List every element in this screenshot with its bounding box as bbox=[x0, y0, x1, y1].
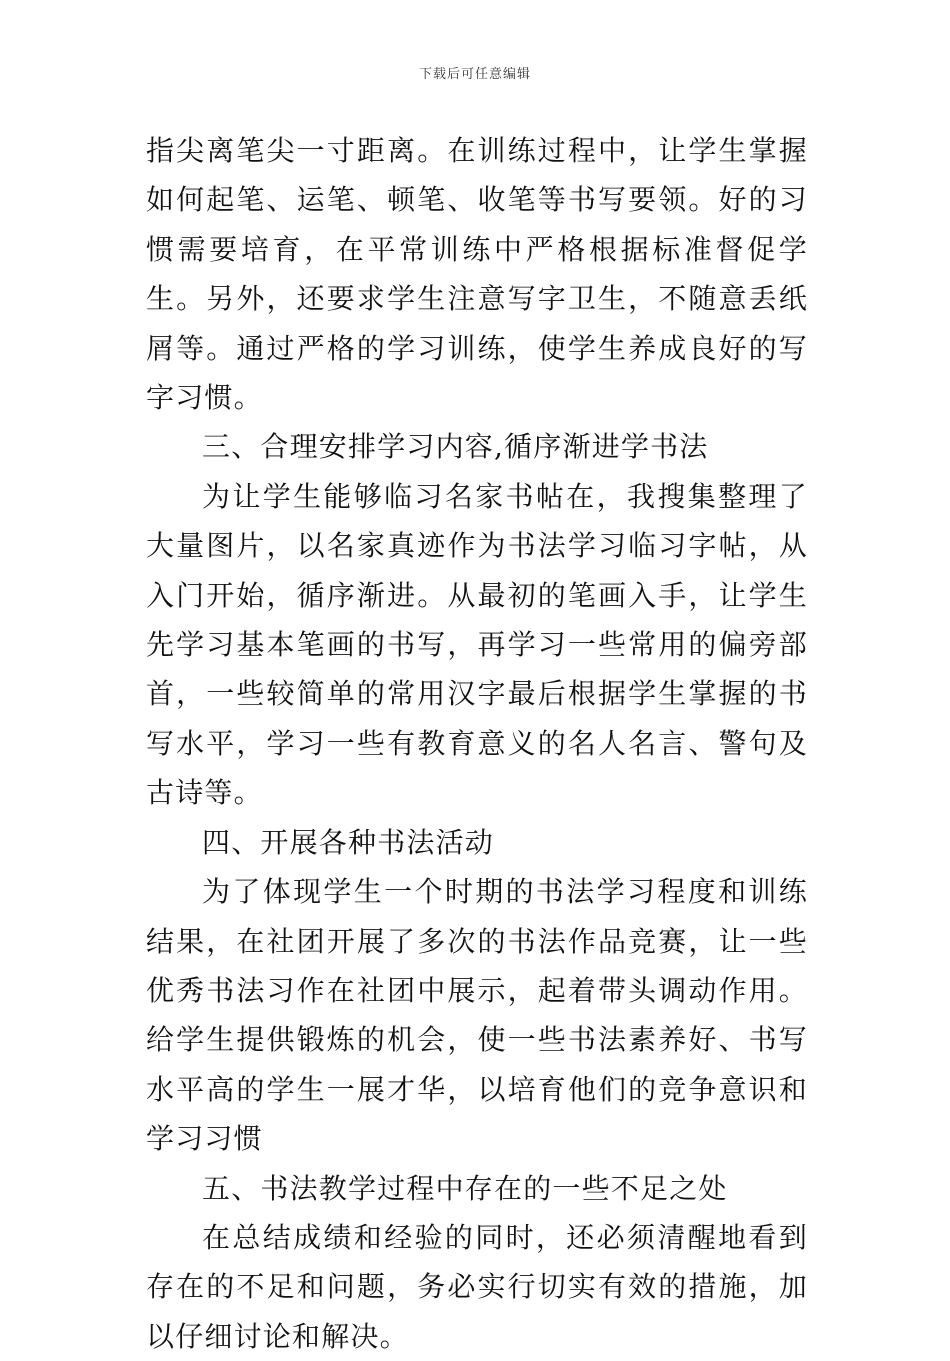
paragraph: 为了体现学生一个时期的书法学习程度和训练结果，在社团开展了多次的书法作品竞赛，让一些优秀书法习作在社团中展示，起着带头调动作用。给学生提供锻炼的机会，使一些书法素养好、书写水平高的学生一展才华，以培育他们的竞争意识和学习习惯 bbox=[146, 875, 808, 1156]
paragraph: 为让学生能够临习名家书帖在，我搜集整理了大量图片，以名家真迹作为书法学习临习字帖，从入门开始，循序渐进。从最初的笔画入手，让学生先学习基本笔画的书写，再学习一些常用的偏旁部首，一些较简单的常用汉字最后根据学生掌握的书写水平，学习一些有教育意义的名人名言、警句及古诗等。 bbox=[146, 479, 808, 810]
section-heading-three: 三、合理安排学习内容,循序渐进学书法 bbox=[202, 430, 709, 464]
document-body bbox=[146, 126, 808, 1361]
page-header: 下载后可任意编辑 bbox=[418, 67, 531, 82]
section-heading-four: 四、开展各种书法活动 bbox=[202, 825, 495, 859]
paragraph: 在总结成绩和经验的同时，还必须清醒地看到存在的不足和问题，务必实行切实有效的措施，加以仔细讨论和解决。 bbox=[146, 1220, 808, 1353]
section-heading-five: 五、书法教学过程中存在的一些不足之处 bbox=[202, 1171, 728, 1205]
paragraph-continuation: 指尖离笔尖一寸距离。在训练过程中，让学生掌握如何起笔、运笔、顿笔、收笔等书写要领。好的习惯需要培育，在平常训练中严格根据标准督促学生。另外，还要求学生注意写字卫生，不随意丢纸屑等。通过严格的学习训练，使学生养成良好的写字习惯。 bbox=[146, 134, 808, 415]
